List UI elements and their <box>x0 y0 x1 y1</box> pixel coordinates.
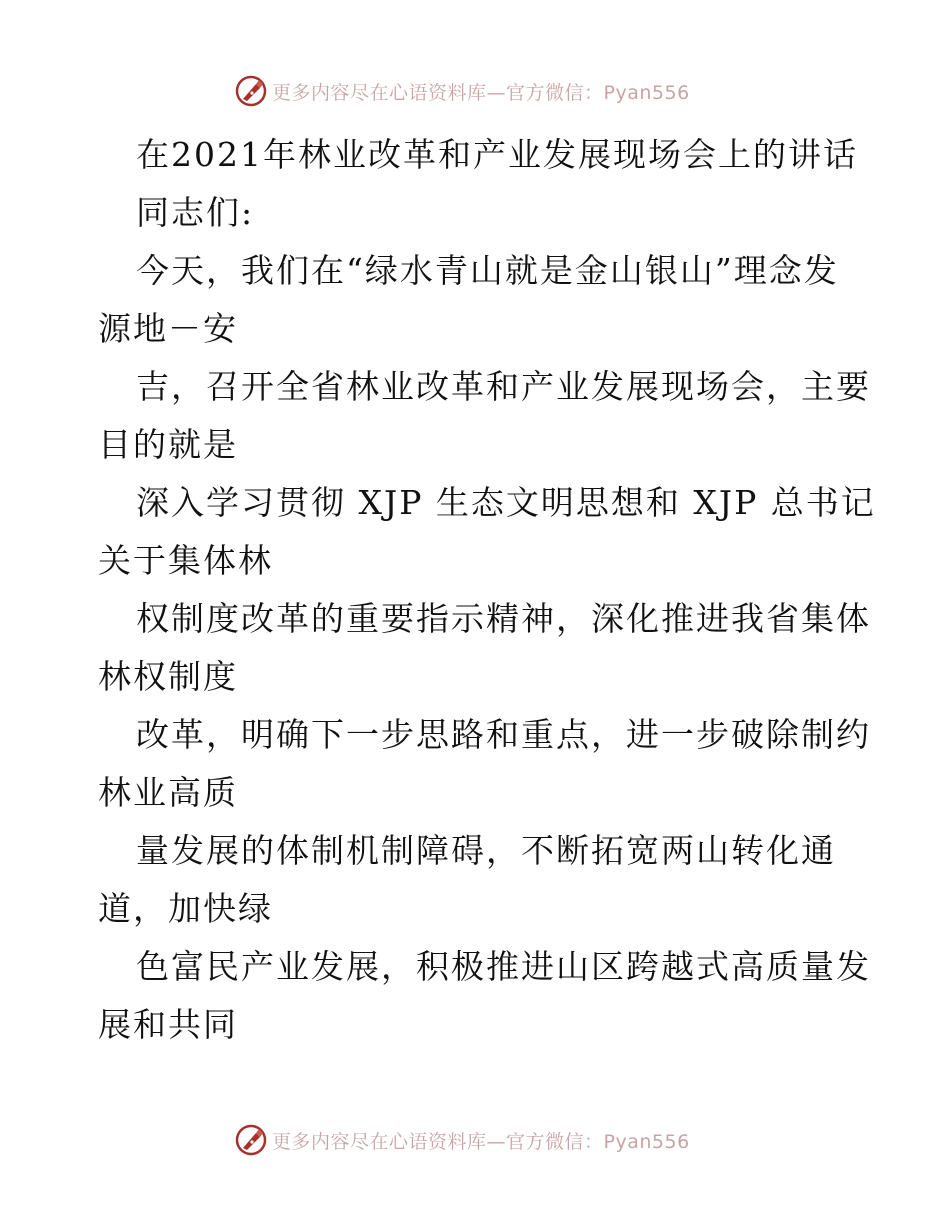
text-line: 展和共同 <box>98 1005 238 1044</box>
pen-nib-circle-icon <box>234 1123 268 1157</box>
salutation: 同志们: <box>136 193 255 232</box>
text-line: 林业高质 <box>98 773 238 812</box>
document-title: 在2021年林业改革和产业发展现场会上的讲话 <box>136 135 858 174</box>
text-line: 林权制度 <box>98 657 238 696</box>
text-line: 权制度改革的重要指示精神，深化推进我省集体 <box>136 599 871 638</box>
text-line: 源地－安 <box>98 309 238 348</box>
watermark-text: 更多内容尽在心语资料库—官方微信：Pyan556 <box>272 81 690 104</box>
watermark-text: 更多内容尽在心语资料库—官方微信：Pyan556 <box>272 1130 690 1153</box>
text-line: 改革，明确下一步思路和重点，进一步破除制约 <box>136 715 871 754</box>
text-line: 色富民产业发展，积极推进山区跨越式高质量发 <box>136 947 871 986</box>
footer-watermark <box>234 1122 754 1158</box>
text-line: 目的就是 <box>98 425 238 464</box>
text-line: 量发展的体制机制障碍，不断拓宽两山转化通 <box>136 831 836 870</box>
text-line: 吉，召开全省林业改革和产业发展现场会，主要 <box>136 367 871 406</box>
header-watermark <box>234 73 754 109</box>
text-line: 道，加快绿 <box>98 889 273 928</box>
document-body <box>98 126 876 1054</box>
text-line: 深入学习贯彻 XJP 生态文明思想和 XJP 总书记 <box>136 483 876 522</box>
pen-nib-circle-icon <box>234 74 268 108</box>
text-line: 今天，我们在“绿水青山就是金山银山”理念发 <box>136 251 839 290</box>
text-line: 关于集体林 <box>98 541 273 580</box>
